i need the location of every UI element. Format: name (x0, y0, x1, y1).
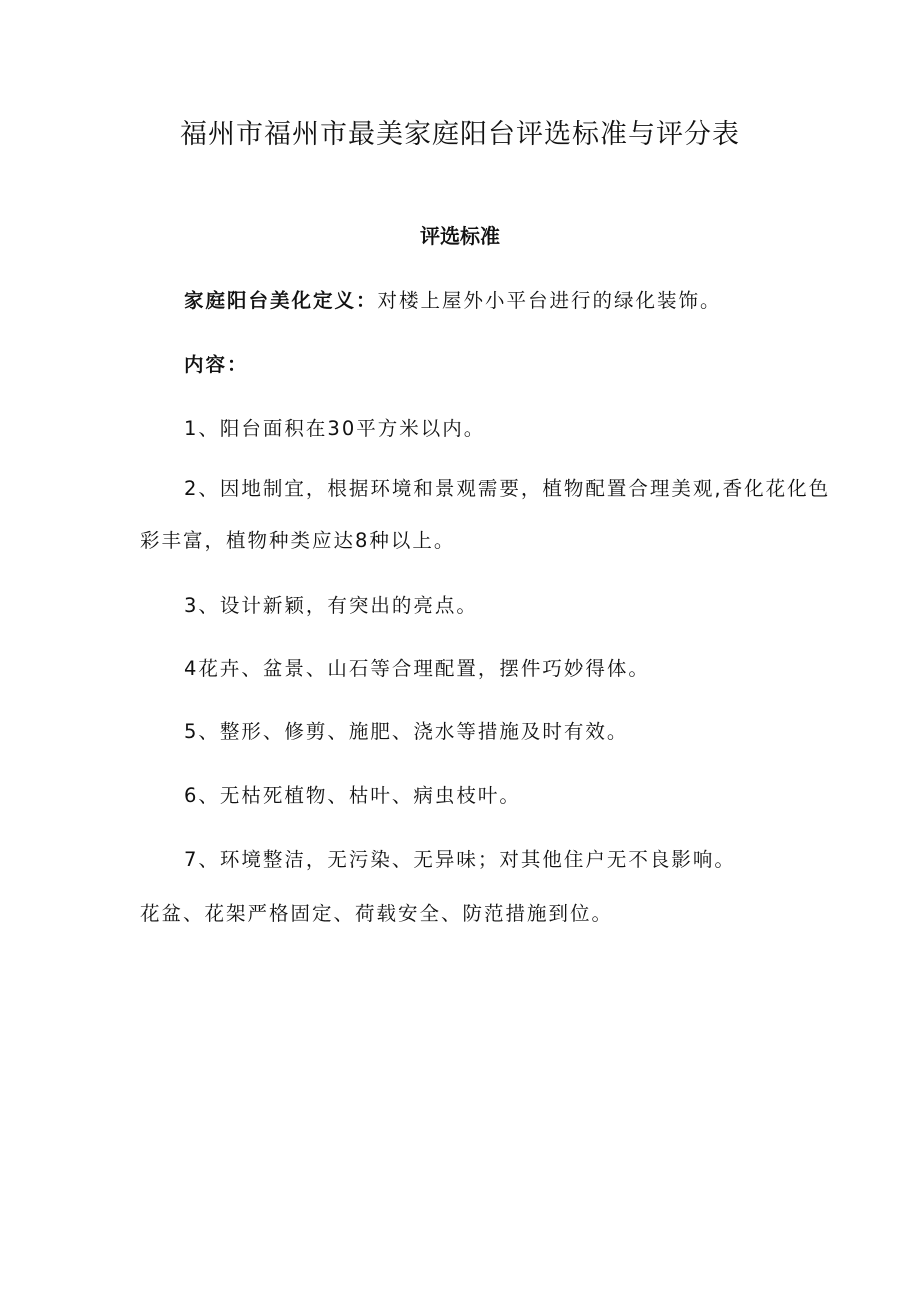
list-item: 7、环境整洁，无污染、无异味；对其他住户无不良影响。 (184, 848, 736, 871)
list-item: 2、因地制宜，根据环境和景观需要，植物配置合理美观,香化花化色彩丰富，植物种类应达8种以上。 (140, 477, 831, 552)
definition-label: 家庭阳台美化定义： (184, 289, 378, 312)
definition-text: 对楼上屋外小平台进行的绿化装饰。 (377, 289, 722, 312)
definition-paragraph (0, 285, 920, 313)
list-item: 1、阳台面积在30平方米以内。 (184, 417, 486, 440)
list-item: 3、设计新颖，有突出的亮点。 (184, 594, 478, 617)
list-item: 6、无枯死植物、枯叶、病虫枝叶。 (184, 784, 521, 807)
content-label: 内容： (184, 353, 249, 376)
document-title: 福州市福州市最美家庭阳台评选标准与评分表 (180, 119, 740, 150)
closing-line: 花盆、花架严格固定、荷载安全、防范措施到位。 (140, 902, 614, 925)
list-item: 4花卉、盆景、山石等合理配置，摆件巧妙得体。 (184, 657, 650, 680)
section-heading: 评选标准 (420, 224, 500, 248)
list-item: 5、整形、修剪、施肥、浇水等措施及时有效。 (184, 720, 629, 743)
